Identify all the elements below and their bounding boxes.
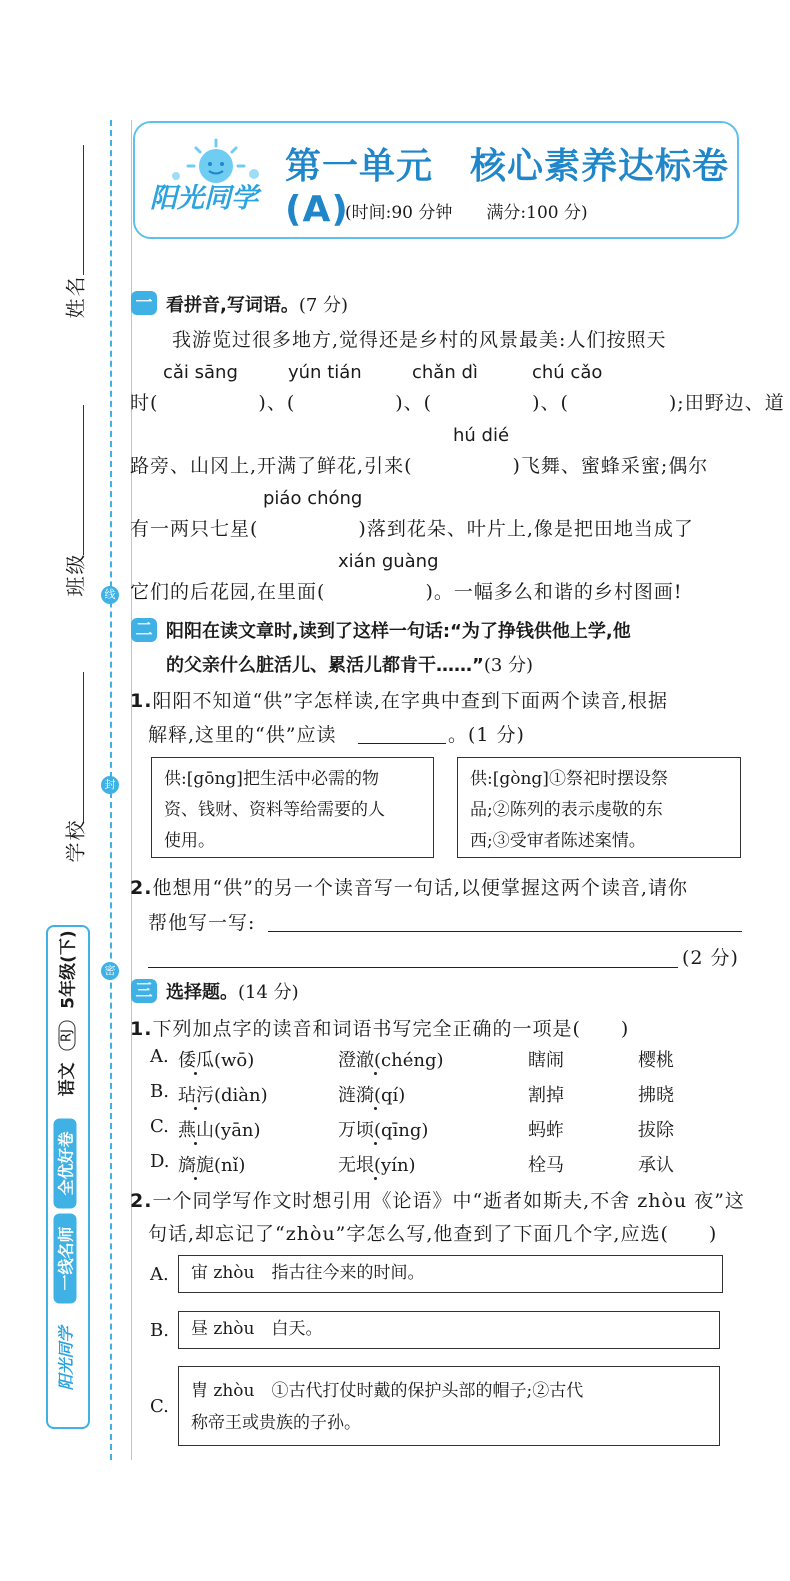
option-word: 拔除 (638, 1120, 674, 1141)
option-label: B. (150, 1081, 169, 1102)
answer-label-a[interactable]: A. (150, 1264, 169, 1285)
definition-line: 品;②陈列的表示虔敬的东 (470, 800, 663, 820)
question-text: 阳阳不知道“供”字怎样读,在字典中查到下面两个读音,根据 (152, 690, 668, 712)
option-label: C. (150, 1116, 169, 1137)
question-2-1 (130, 686, 668, 713)
pinyin-label: cǎi sāng (163, 362, 238, 383)
emphasis-dot (194, 1072, 197, 1075)
option-word: 栓马 (528, 1155, 564, 1176)
question-score: (2 分) (682, 947, 739, 969)
option-label: A. (150, 1046, 169, 1067)
option-label: D. (150, 1151, 170, 1172)
brand-logo: 阳光同学 (150, 183, 258, 214)
option-word: 割掉 (528, 1085, 564, 1106)
pinyin-label: hú dié (453, 425, 510, 446)
name-label: 姓名 (63, 274, 88, 319)
question-3-2-cont: 句话,却忘记了“zhòu”字怎么写,他查到了下面几个字,应选( ) (148, 1223, 718, 1245)
emphasis-dot (194, 1142, 197, 1145)
option-word: 倭瓜(wō) (178, 1050, 255, 1071)
passage-line-with-blanks[interactable]: 有一两只七星( )落到花朵、叶片上,像是把田地当成了 (130, 518, 694, 540)
answer-box-c[interactable] (178, 1366, 720, 1446)
section3-title (166, 978, 299, 1004)
answer-blank-line2[interactable] (148, 966, 678, 968)
section2-title-line1: 阳阳在读文章时,读到了这样一句话:“为了挣钱供他上学,他 (166, 621, 631, 642)
question-text: 一个同学写作文时想引用《论语》中“逝者如斯夫,不舍 zhòu 夜”这 (152, 1190, 745, 1212)
question-number: 1. (130, 1018, 153, 1040)
grade-label: 5年级(下) (58, 930, 79, 1009)
school-label: 学校 (63, 818, 88, 863)
option-word: 樱桃 (638, 1050, 674, 1071)
question-3-2 (130, 1186, 745, 1213)
section-number-badge: 三 (131, 979, 157, 1003)
option-word: 玷污(diàn) (178, 1085, 268, 1106)
question-2-2-cont: 帮他写一写: (148, 912, 256, 934)
option-word: 承认 (638, 1155, 674, 1176)
question-text: 下列加点字的读音和词语书写完全正确的一项是( ) (152, 1018, 630, 1040)
pinyin-label: piáo chóng (263, 488, 363, 509)
definition-line: 使用。 (164, 831, 215, 851)
seam-mark-seal: 封 (101, 776, 119, 794)
question-2-1-cont: 解释,这里的“供”应读 (148, 724, 337, 746)
definition-line: 资、钱财、资料等给需要的人 (164, 800, 385, 820)
emphasis-dot (374, 1177, 377, 1180)
page-title: 第一单元 核心素养达标卷(A) (285, 146, 730, 230)
answer-box-b[interactable]: 昼 zhòu 白天。 (178, 1311, 720, 1349)
definition-line: 供:[gòng]①祭祀时摆设祭 (470, 769, 668, 789)
option-word: 拂晓 (638, 1085, 674, 1106)
section2-title-line2 (166, 651, 533, 677)
emphasis-dot (374, 1072, 377, 1075)
class-label: 班级 (63, 552, 88, 597)
question-number: 1. (130, 690, 153, 712)
passage-line-with-blanks[interactable]: 路旁、山冈上,开满了鲜花,引来( )飞舞、蜜蜂采蜜;偶尔 (130, 455, 709, 477)
subject-label: 语文 (57, 1062, 78, 1097)
seam-mark-line: 线 (101, 586, 119, 604)
option-word: 澄澈(chéng) (338, 1050, 444, 1071)
emphasis-dot (194, 1107, 197, 1110)
section1-score: (7 分) (298, 295, 349, 316)
answer-label-b[interactable]: B. (150, 1320, 169, 1341)
option-word: 旖旎(nǐ) (178, 1155, 246, 1176)
option-word: 瞎闹 (528, 1050, 564, 1071)
content-border-line (131, 120, 132, 1460)
section1-title (166, 291, 348, 317)
question-text: 他想用“供”的另一个读音写一句话,以便掌握这两个读音,请你 (152, 877, 688, 899)
edition-badge: RJ (59, 1021, 76, 1051)
section1-title-text: 看拼音,写词语。 (166, 295, 299, 316)
answer-text-line: 胄 zhòu ①古代打仗时戴的保护头部的帽子;②古代 (191, 1381, 584, 1401)
section-number-badge: 一 (131, 291, 157, 315)
brand-logo-small: 阳光同学 (56, 1326, 76, 1391)
answer-box-a[interactable]: 宙 zhòu 指古往今来的时间。 (178, 1255, 723, 1293)
definition-box-gong4 (457, 757, 741, 858)
section2-title-text: 的父亲什么脏活儿、累活儿都肯干……” (166, 655, 484, 676)
answer-blank-line1[interactable] (268, 930, 742, 932)
option-word: 万顷(qīng) (338, 1120, 429, 1141)
option-word: 涟漪(qí) (338, 1085, 406, 1106)
question-number: 2. (130, 1190, 153, 1212)
definition-line: 西;③受审者陈述案情。 (470, 831, 646, 851)
school-fill-line[interactable] (83, 672, 84, 822)
question-number: 2. (130, 877, 153, 899)
name-fill-line[interactable] (83, 145, 84, 275)
class-fill-line[interactable] (83, 405, 84, 555)
definition-box-gong1 (151, 757, 434, 858)
brand-strip (46, 925, 90, 1429)
series-label-mingshi: 一线名师 (54, 1214, 77, 1304)
emphasis-dot (194, 1177, 197, 1180)
emphasis-dot (374, 1142, 377, 1145)
series-label-quanyou: 全优好卷 (54, 1119, 77, 1209)
answer-blank[interactable] (358, 742, 446, 744)
seam-mark-secret: 密 (101, 962, 119, 980)
exam-info: (时间:90 分钟 满分:100 分) (345, 203, 588, 223)
passage-line-with-blanks[interactable]: 它们的后花园,在里面( )。一幅多么和谐的乡村图画! (130, 581, 683, 603)
section3-title-text: 选择题。 (166, 982, 238, 1003)
definition-line: 供:[gōng]把生活中必需的物 (164, 769, 379, 789)
section2-score: (3 分) (483, 655, 534, 676)
option-word: 无垠(yín) (338, 1155, 416, 1176)
passage-line: 我游览过很多地方,觉得还是乡村的风景最美:人们按照天 (172, 329, 667, 351)
pinyin-label: xián guàng (338, 551, 439, 572)
emphasis-dot (374, 1107, 377, 1110)
pinyin-label: chú cǎo (532, 362, 603, 383)
option-word: 蚂蚱 (528, 1120, 564, 1141)
answer-label-c[interactable]: C. (150, 1396, 169, 1417)
section-number-badge: 二 (131, 618, 157, 642)
pinyin-label: chǎn dì (412, 362, 478, 383)
question-score: 。(1 分) (448, 724, 525, 746)
answer-text-line: 称帝王或贵族的子孙。 (191, 1413, 361, 1433)
section3-score: (14 分) (238, 982, 299, 1003)
question-3-1 (130, 1014, 629, 1041)
question-2-2 (130, 873, 688, 900)
pinyin-label: yún tián (288, 362, 362, 383)
passage-line-with-blanks[interactable]: 时( )、( )、( )、( );田野边、道 (130, 392, 785, 414)
option-word: 燕山(yān) (178, 1120, 261, 1141)
